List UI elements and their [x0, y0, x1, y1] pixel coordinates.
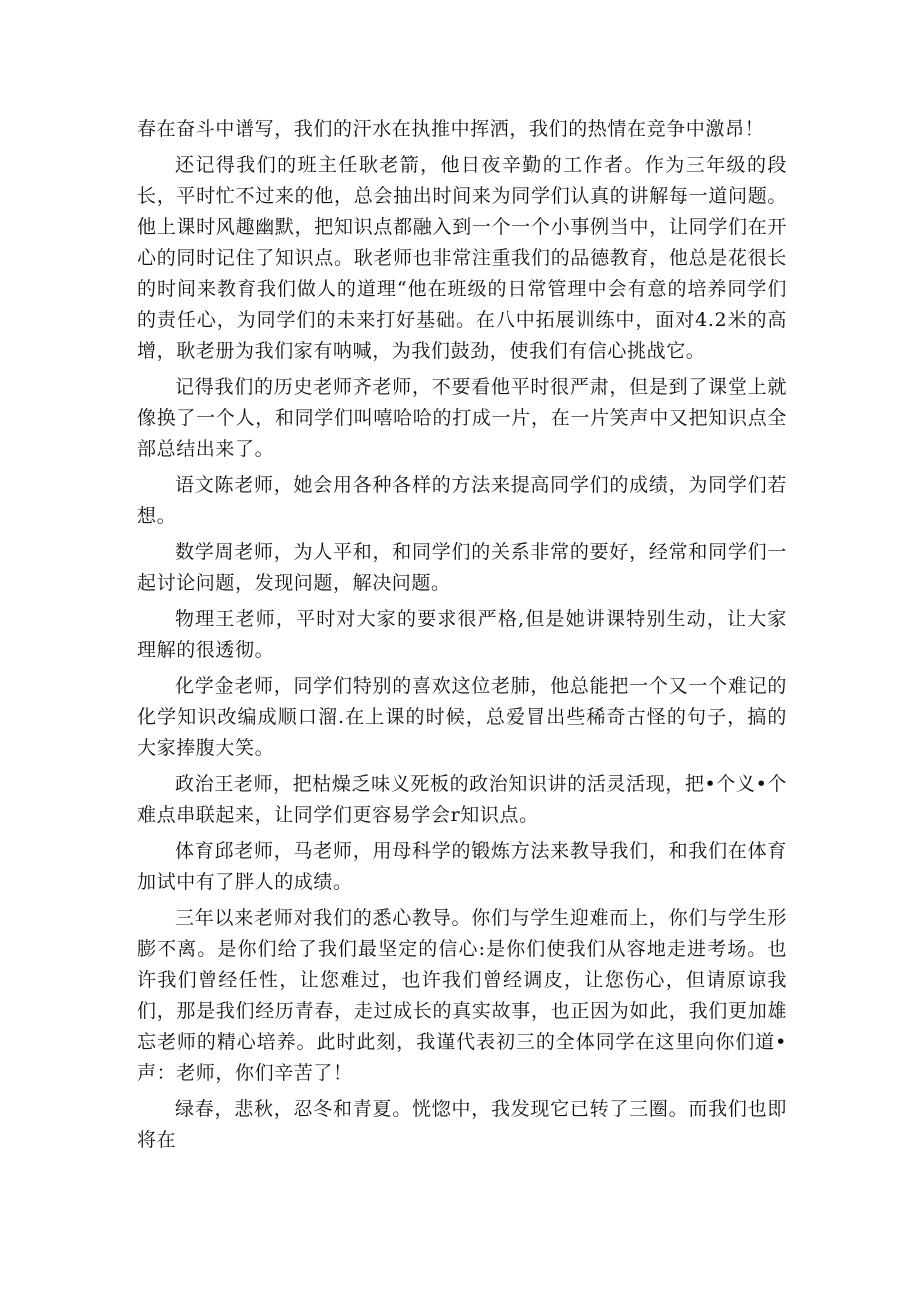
paragraph: 物理王老师，平时对大家的要求很严格,但是她讲课特别生动，让大家理解的很透彻。 [137, 608, 787, 661]
paragraph: 政治王老师，把枯燥乏味义死板的政治知识讲的活灵活现，把•个义•个难点串联起来，让同学们更容易学会r知识点。 [137, 773, 787, 826]
paragraph: 春在奋斗中谱写，我们的汗水在执推中挥洒，我们的热情在竞争中激昂！ [137, 118, 765, 140]
paragraph: 语文陈老师，她会用各种各样的方法来提高同学们的成绩，为同学们若想。 [137, 474, 787, 527]
paragraph: 还记得我们的班主任耿老箭，他日夜辛勤的工作者。作为三年级的段长，平时忙不过来的他，总会抽出时间来为同学们认真的讲解每一道问题。他上课时风趣幽默，把知识点都融入到一个一个小事例当中，让同学们在开心的同时记住了知识点。耿老师也非常注重我们的品德教育，他总是花很长的时间来教育我们做人的道理“他在班级的日常管理中会有意的培养同学们的责任心，为同学们的未来打好基础。在八中拓展训练中，面对4.2米的高增，耿老册为我们家有呐喊，为我们鼓劲，使我们有信心挑战它。 [137, 154, 787, 362]
paragraph: 体育邱老师，马老师，用母科学的锻炼方法来教导我们，和我们在体育加试中有了胖人的成绩。 [137, 840, 787, 893]
document-body [137, 114, 787, 1161]
paragraph: 绿春，悲秋，忍冬和青夏。恍惚中，我发现它已转了三圈。而我们也即将在 [137, 1098, 787, 1151]
paragraph: 化学金老师，同学们特别的喜欢这位老肺，他总能把一个又一个难记的化学知识改编成顺口溜.在上课的时候，总爱冒出些稀奇古怪的句子，搞的大家捧腹大笑。 [137, 675, 787, 759]
paragraph: 记得我们的历史老师齐老师，不要看他平时很严肃，但是到了课堂上就像换了一个人，和同学们叫嘻哈哈的打成一片，在一片笑声中又把知识点全部总结出来了。 [137, 376, 787, 460]
paragraph: 三年以来老师对我们的悉心教导。你们与学生迎难而上，你们与学生形膨不离。是你们给了我们最坚定的信心:是你们使我们从容地走进考场。也许我们曾经任性，让您难过，也许我们曾经调皮，让您伤心，但请原谅我们，那是我们经历青春，走过成长的真实故事，也正因为如此，我们更加雄忘老师的精心培养。此时此刻，我谨代表初三的全体同学在这里向你们道•声：老师，你们辛苦了！ [137, 907, 787, 1084]
paragraph: 数学周老师，为人平和，和同学们的关系非常的要好，经常和同学们一起讨论问题，发现问题，解决问题。 [137, 541, 787, 594]
